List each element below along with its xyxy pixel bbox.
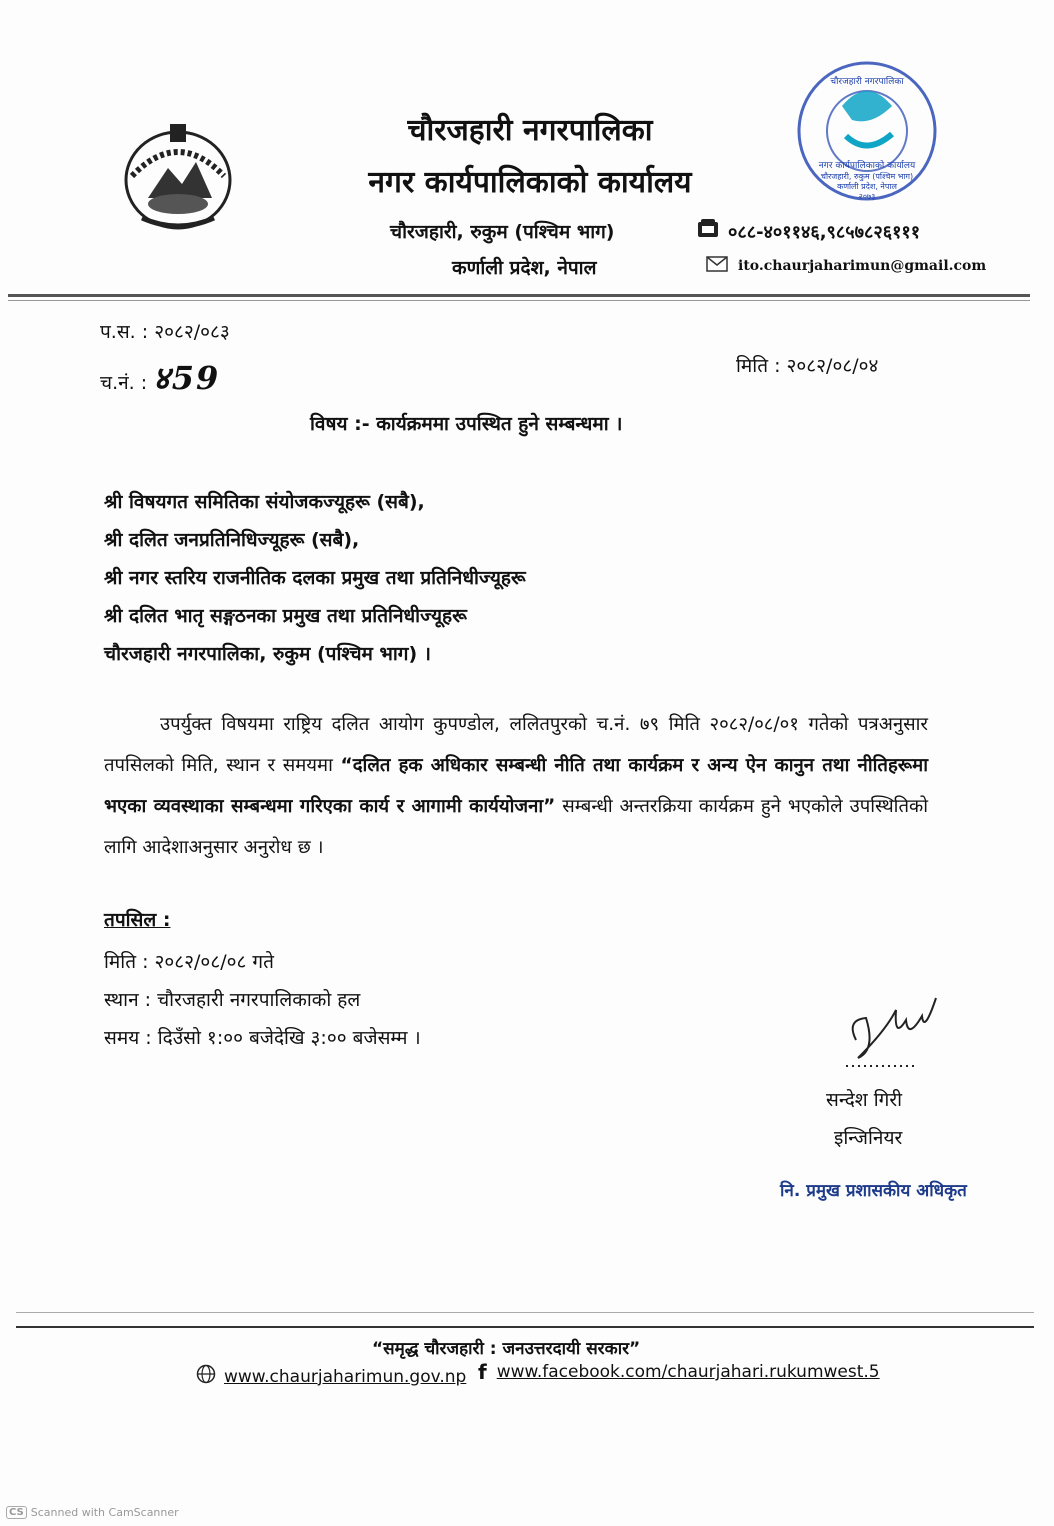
slogan: “समृद्ध चौरजहारी : जनउत्तरदायी सरकार” bbox=[372, 1339, 641, 1359]
program-title: “दलित हक अधिकार सम्बन्धी नीति तथा कार्यक्रम र अन्य ऐन कानुन तथा नीतिहरूमा भएका व्यवस्थाका सम्बन्धमा गरिएका कार्य र आगामी कार्ययोजना” bbox=[104, 755, 929, 817]
signature-icon bbox=[836, 990, 946, 1074]
ref-label: प.स. : bbox=[100, 321, 149, 343]
addressee-4: श्री दलित भातृ सङ्गठनका प्रमुख तथा प्रतिनिधीज्यूहरू bbox=[104, 605, 467, 627]
municipality-name: चौरजहारी नगरपालिका bbox=[407, 113, 653, 148]
signatory-office-role: नि. प्रमुख प्रशासकीय अधिकृत bbox=[780, 1181, 967, 1201]
phone-icon bbox=[696, 218, 722, 245]
dispatch-number bbox=[100, 356, 220, 399]
globe-icon bbox=[196, 1364, 216, 1389]
chalani-value: ४59 bbox=[153, 359, 221, 397]
addressee-1: श्री विषयगत समितिका संयोजकज्यूहरू (सबै), bbox=[104, 491, 425, 513]
date-value: २०८२/०८/०४ bbox=[786, 355, 879, 377]
email-address: ito.chaurjaharimun@gmail.com bbox=[738, 258, 987, 274]
letter-date bbox=[736, 352, 878, 378]
subject-line: विषय :- कार्यक्रममा उपस्थित हुने सम्बन्धमा । bbox=[310, 413, 623, 435]
scanner-watermark bbox=[6, 1506, 179, 1519]
detail-venue: स्थान : चौरजहारी नगरपालिकाको हल bbox=[104, 989, 361, 1011]
date-label: मिति : bbox=[736, 355, 781, 377]
addressee-3: श्री नगर स्तरिय राजनीतिक दलका प्रमुख तथा प्रतिनिधीज्यूहरू bbox=[104, 567, 526, 589]
facebook bbox=[478, 1360, 880, 1384]
seal-year: २०७३ bbox=[858, 192, 876, 201]
address-line2: कर्णाली प्रदेश, नेपाल bbox=[452, 257, 597, 279]
address-line1: चौरजहारी, रुकुम (पश्चिम भाग) bbox=[390, 221, 615, 243]
email bbox=[706, 256, 986, 276]
phone-number: ०८८-४०११४६,९८५७८२६१११ bbox=[728, 221, 921, 243]
signatory-name: सन्देश गिरी bbox=[826, 1089, 903, 1111]
detail-time: समय : दिउँसो १:०० बजेदेखि ३:०० बजेसम्म । bbox=[104, 1027, 421, 1049]
seal-text-line3: चौरजहारी, रुकुम (पश्चिम भाग) bbox=[820, 172, 914, 181]
seal-text: चौरजहारी नगरपालिका bbox=[830, 77, 904, 87]
ref-value: २०८२/०८३ bbox=[154, 321, 230, 343]
seal-text-line4: कर्णाली प्रदेश, नेपाल bbox=[837, 182, 897, 191]
scanner-text: Scanned with CamScanner bbox=[30, 1506, 179, 1519]
body-part2: सम्बन्धी अन्तरक्रिया कार्यक्रम हुने भएकोले उपस्थितिको लागि आदेशाअनुसार अनुरोध छ । bbox=[104, 796, 928, 858]
chalani-label: च.नं. : bbox=[100, 372, 148, 394]
header-divider-thin bbox=[8, 300, 1030, 301]
header-divider bbox=[8, 294, 1030, 297]
signatory-designation: इन्जिनियर bbox=[834, 1127, 903, 1149]
website-link[interactable]: www.chaurjaharimun.gov.np bbox=[224, 1366, 467, 1387]
reference-number bbox=[100, 318, 230, 344]
office-name: नगर कार्यपालिकाको कार्यालय bbox=[368, 165, 692, 200]
camscanner-icon: CS bbox=[6, 1506, 27, 1519]
footer-divider bbox=[16, 1326, 1034, 1328]
body-paragraph bbox=[104, 704, 928, 868]
detail-date: मिति : २०८२/०८/०८ गते bbox=[104, 951, 274, 973]
addressee-5: चौरजहारी नगरपालिका, रुकुम (पश्चिम भाग) । bbox=[104, 643, 431, 665]
seal-text-line2: नगर कार्यपालिकाको कार्यालय bbox=[818, 161, 916, 171]
office-seal bbox=[792, 56, 942, 210]
nepal-emblem-icon bbox=[112, 118, 244, 240]
mail-icon bbox=[706, 256, 728, 276]
facebook-icon: f bbox=[478, 1360, 487, 1384]
facebook-link[interactable]: www.facebook.com/chaurjahari.rukumwest.5 bbox=[496, 1362, 880, 1382]
website bbox=[196, 1364, 466, 1389]
phone bbox=[696, 218, 920, 245]
body-part1: उपर्युक्त विषयमा राष्ट्रिय दलित आयोग कुपण्डोल, ललितपुरको च.नं. ७९ मिति २०८२/०८/०१ गतेको पत्रअनुसार तपसिलको मिति, स्थान र समयमा bbox=[104, 714, 928, 776]
addressee-2: श्री दलित जनप्रतिनिधिज्यूहरू (सबै), bbox=[104, 529, 360, 551]
details-heading: तपसिल : bbox=[104, 909, 171, 931]
footer-divider-thin bbox=[16, 1312, 1034, 1313]
